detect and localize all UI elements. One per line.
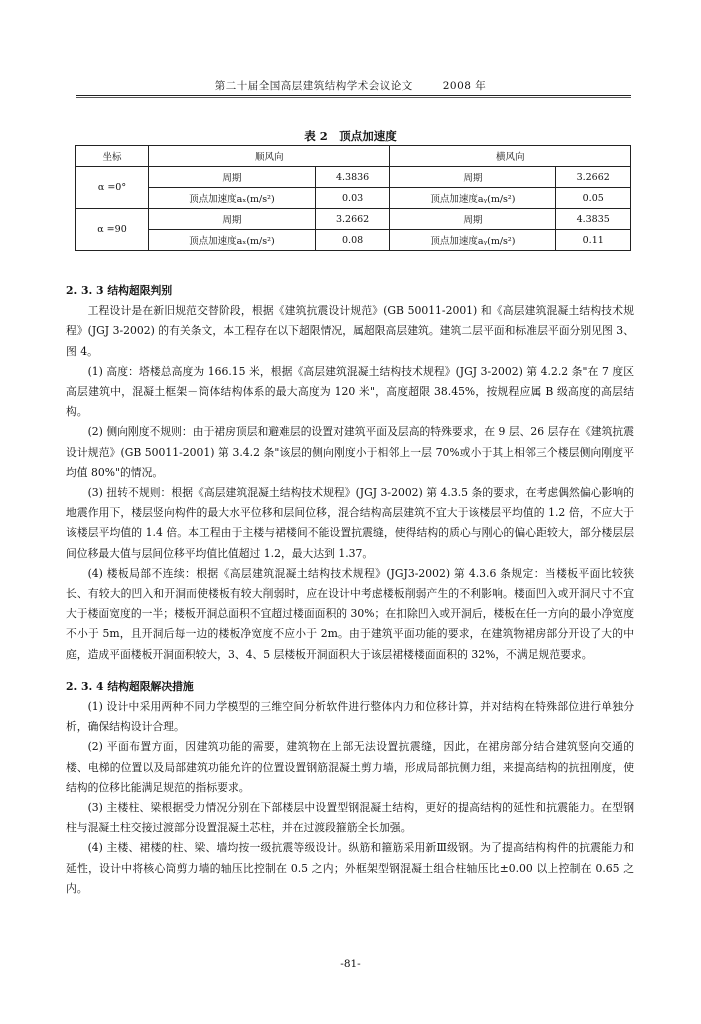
header-cell-coord: 坐标 xyxy=(76,146,149,167)
table-cell: 周期 xyxy=(149,209,316,230)
paragraph: (4) 主楼、裙楼的柱、梁、墙均按一级抗震等级设计。纵筋和箍筋采用新Ⅲ级钢。为了提高结构构件的抗震能力和延性，设计中将核心筒剪力墙的轴压比控制在 0.5 之内；外框架型钢混凝土组合柱轴压比±0.00 以上控制在 0.65 之内。 xyxy=(66,841,634,895)
section-heading-233: 2. 3. 3 结构超限判别 xyxy=(66,284,173,297)
table-cell: 0.05 xyxy=(556,188,631,209)
section-heading-234: 2. 3. 4 结构超限解决措施 xyxy=(66,679,194,693)
table-cell: 顶点加速度aᵧ(m/s²) xyxy=(390,188,556,209)
header-title: 第二十届全国高层建筑结构学术会议论文 xyxy=(214,80,413,92)
table-row xyxy=(76,230,631,251)
angle-cell: α =0° xyxy=(76,167,149,209)
table-cell: 0.11 xyxy=(556,230,631,251)
table-cell: 顶点加速度aᵧ(m/s²) xyxy=(390,230,556,251)
table-cell: 顶点加速度aₓ(m/s²) xyxy=(149,188,316,209)
paragraph: (3) 扭转不规则：根据《高层建筑混凝土结构技术规程》(JGJ 3-2002) 第 4.3.5 条的要求，在考虑偶然偏心影响的地震作用下，楼层竖向构件的最大水平位移和层间位移，混合结构高层建筑不宜大于该楼层平均值的 1.2 倍，不应大于该楼层平均值的 1.4 倍。本工程由于主楼与裙楼间不能设置抗震缝，使得结构的质心与刚心的偏心距较大，部分楼层层间位移最大值与层间位移平均值比值超过 1.2，最大达到 1.37。 xyxy=(66,486,634,560)
table-cell: 周期 xyxy=(390,209,556,230)
header-cell-along: 顺风向 xyxy=(149,146,390,167)
table-row xyxy=(76,167,631,188)
angle-cell: α =90 xyxy=(76,209,149,251)
table-cell: 4.3836 xyxy=(315,167,390,188)
table-row xyxy=(76,188,631,209)
header-rule-thin xyxy=(76,97,631,98)
table-cell: 周期 xyxy=(149,167,316,188)
paragraph: (2) 侧向刚度不规则：由于裙房顶层和避难层的设置对建筑平面及层高的特殊要求，在 9 层、26 层存在《建筑抗震设计规范》(GB 50011-2001) 第 3.4.2 条"该层的侧向刚度小于相邻上一层 70%或小于其上相邻三个楼层侧向刚度平均值 80%"的情况。 xyxy=(66,425,634,479)
header-cell-cross: 横风向 xyxy=(390,146,631,167)
table-header-row xyxy=(76,146,631,167)
section-gap xyxy=(66,665,634,677)
body-text xyxy=(66,281,634,899)
table-cell: 3.2662 xyxy=(556,167,631,188)
header-year: 2008 年 xyxy=(442,80,487,92)
paragraph: (1) 高度：塔楼总高度为 166.15 米，根据《高层建筑混凝土结构技术规程》(JGJ 3-2002) 第 4.2.2 条"在 7 度区高层建筑中，混凝土框架－筒体结构体系的最大高度为 120 米"，高度超限 38.45%，按规程应属 B 级高度的高层结构。 xyxy=(66,364,634,419)
acceleration-table xyxy=(75,145,631,251)
paragraph: (4) 楼板局部不连续：根据《高层建筑混凝土结构技术规程》(JGJ3-2002) 第 4.3.6 条规定：当楼板平面比较狭长、有较大的凹入和开洞而使楼板有较大削弱时，应在设计中考虑楼板削弱产生的不利影响。楼面凹入或开洞尺寸不宜大于楼面宽度的一半；楼板开洞总面积不宜超过楼面面积的 30%；在扣除凹入或开洞后，楼板在任一方向的最小净宽度不小于 5m，且开洞后每一边的楼板净宽度不应小于 2m。由于建筑平面功能的要求，在建筑物裙房部分开设了大的中庭，造成平面楼板开洞面积较大，3、4、5 层楼板开洞面积大于该层裙楼楼面面积的 32%，不满足规范要求。 xyxy=(66,566,634,661)
table-cell: 顶点加速度aₓ(m/s²) xyxy=(149,230,316,251)
table-row xyxy=(76,209,631,230)
paragraph: (3) 主楼柱、梁根据受力情况分别在下部楼层中设置型钢混凝土结构，更好的提高结构的延性和抗震能力。在型钢柱与混凝土柱交接过渡部分设置混凝土芯柱，并在过渡段箍筋全长加强。 xyxy=(66,801,634,835)
page-number: -81- xyxy=(340,958,361,970)
table-cell: 3.2662 xyxy=(315,209,390,230)
paragraph: 工程设计是在新旧规范交替阶段，根据《建筑抗震设计规范》(GB 50011-2001) 和《高层建筑混凝土结构技术规程》(JGJ 3-2002) 的有关条文，本工程存在以下超限情况，属超限高层建筑。建筑二层平面和标准层平面分别见图 3、图 4。 xyxy=(66,304,634,358)
paragraph: (2) 平面布置方面，因建筑功能的需要，建筑物在上部无法设置抗震缝，因此，在裙房部分结合建筑竖向交通的楼、电梯的位置以及局部建筑功能允许的位置设置钢筋混凝土剪力墙，形成局部抗侧力组，来提高结构的抗扭刚度，使结构的位移比能满足规范的指标要求。 xyxy=(66,740,634,794)
table-title: 表 2 顶点加速度 xyxy=(304,129,397,143)
table-cell: 0.03 xyxy=(315,188,390,209)
header-rule xyxy=(76,95,631,96)
paragraph: (1) 设计中采用两种不同力学模型的三维空间分析软件进行整体内力和位移计算，并对结构在特殊部位进行单独分析，确保结构设计合理。 xyxy=(66,700,634,734)
table-cell: 4.3835 xyxy=(556,209,631,230)
table-cell: 0.08 xyxy=(315,230,390,251)
table-cell: 周期 xyxy=(390,167,556,188)
running-header xyxy=(0,78,701,93)
